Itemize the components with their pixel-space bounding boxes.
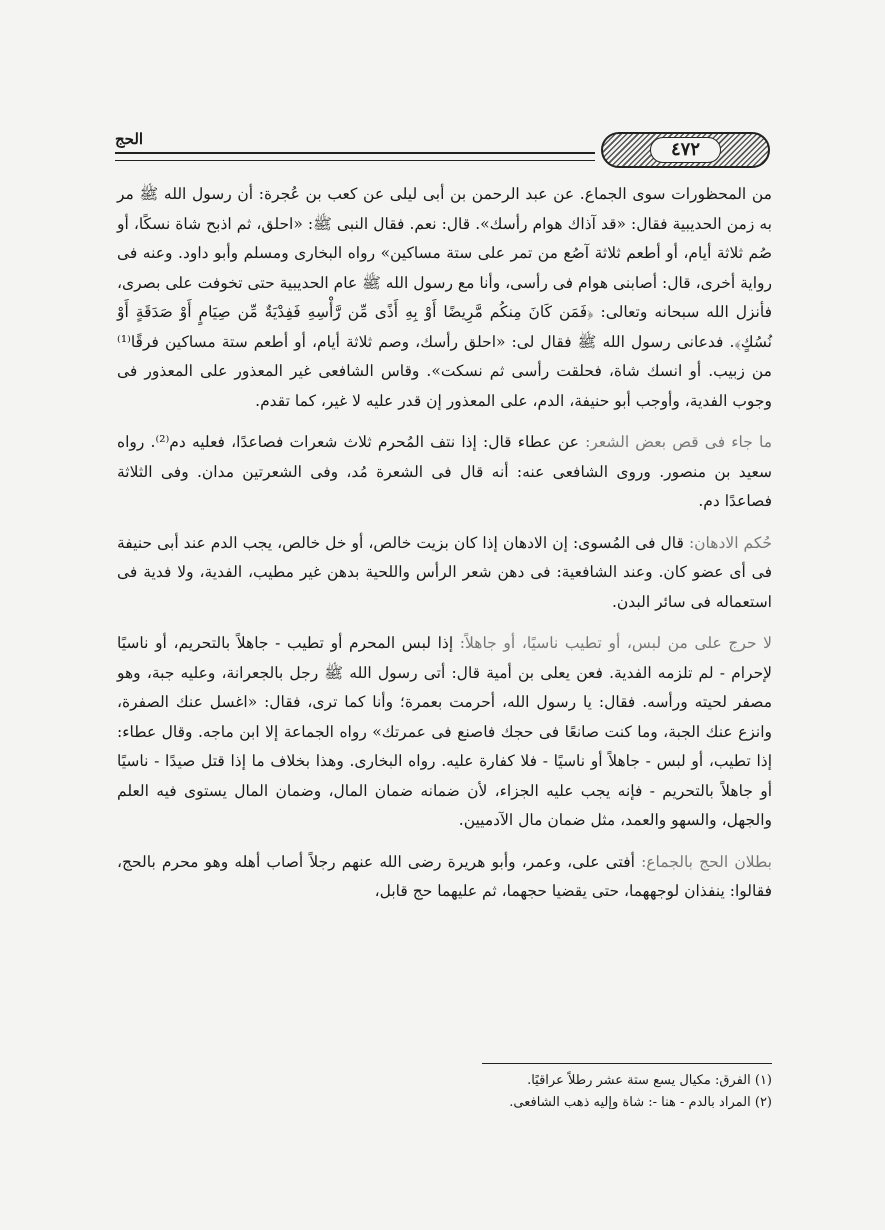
page-number-ornament bbox=[601, 132, 770, 168]
paragraph bbox=[117, 529, 772, 618]
footnote-rule bbox=[482, 1063, 772, 1064]
section-title: بطلان الحج بالجماع: bbox=[641, 852, 772, 871]
section-title: لا حرج على من لبس، أو تطيب ناسيًا، أو جاهلاً: bbox=[459, 634, 773, 652]
body-text bbox=[117, 180, 772, 919]
section-title: ما جاء فى قص بعض الشعر: bbox=[585, 433, 773, 451]
footnote: (١) الفرق: مكيال يسع ستة عشر رطلاً عراقيًا. bbox=[527, 1073, 772, 1088]
running-title: الحج bbox=[115, 130, 144, 148]
footnote: (٢) المراد بالدم - هنا -: شاة وإليه ذهب الشافعى. bbox=[509, 1095, 772, 1110]
header-rule bbox=[115, 152, 595, 161]
paragraph-text: إذا لبس المحرم أو تطيب - جاهلاً بالتحريم، أو ناسيًا لإحرام - لم تلزمه الفدية. فعن يعلى بن أمية قال: أتى رسول الله ﷺ رجل بالجعرانة، وعليه جبة، وهو مصفر لحيته ورأسه. فقال: يا رسول الله، أحرمت بعمرة؛ وأنا كما ترى، فقال: «اغسل عنك الصفرة، وانزع عنك الجبة، وما كنت صانعًا فى حجك فاصنع فى عمرتك» رواه الجماعة إلا ابن ماجه. وقال عطاء: إذا تطيب، أو لبس - جاهلاً أو ناسيًا - فلا كفارة عليه. رواه البخارى. وهذا بخلاف ما إذا قتل صيدًا - ناسيًا أو جاهلاً بالتحريم - فإنه يجب عليه الجزاء، لأن ضمانه ضمان المال، وضمان المال يستوى فيه العلم والجهل، والسهو والعمد، مثل ضمان مال الآدميين. bbox=[117, 634, 772, 829]
paragraph bbox=[117, 848, 772, 907]
footnotes bbox=[117, 1070, 772, 1114]
paragraph-text: قال فى المُسوى: إن الادهان إذا كان بزيت خالص، أو خل خالص، يجب الدم عند أبى حنيفة فى أى عضو كان. وعند الشافعية: فى دهن شعر الرأس واللحية بدهن غير مطيب، الفدية، ولا فدية فى استعماله فى سائر البدن. bbox=[117, 533, 772, 611]
paragraph bbox=[117, 180, 772, 416]
page-number: ٤٧٢ bbox=[650, 137, 721, 163]
paragraph-text: من المحظورات سوى الجماع. عن عبد الرحمن بن أبى ليلى عن كعب بن عُجرة: أن رسول الله ﷺ مر به زمن الحديبية فقال: «قد آذاك هوام رأسك». قال: نعم. فقال النبى ﷺ: «احلق، ثم اذبح شاة نسكًا، أو صُم ثلاثة أيام، أو أطعم ثلاثة آصُع من تمر على ستة مساكين» رواه البخارى ومسلم وأبو داود. وعنه فى رواية أخرى، قال: أصابنى هوام فى رأسى، وأنا مع رسول الله ﷺ عام الحديبية حتى تخوفت على بصرى، فأنزل الله سبحانه وتعالى: ﴿فَمَن كَانَ مِنكُم مَّرِيضًا أَوْ بِهِ أَذًى مِّن رَّأْسِهِ فَفِدْيَةٌ مِّن صِيَامٍ أَوْ صَدَقَةٍ أَوْ نُسُكٍ﴾. فدعانى رسول الله ﷺ فقال لى: «احلق رأسك، وصم ثلاثة أيام، أو أطعم ستة مساكين فرقًا⁽¹⁾ من زبيب. أو انسك شاة، فحلقت رأسى ثم نسكت». وقاس الشافعى غير المعذور على المعذور فى وجوب الفدية، وأوجب أبو حنيفة، الدم، على المعذور إن قدر عليه لا غير، كما تقدم. bbox=[117, 185, 772, 410]
paragraph-text: أفتى على، وعمر، وأبو هريرة رضى الله عنهم رجلاً أصاب أهله وهو محرم بالحج، فقالوا: ينفذان لوجههما، حتى يقضيا حجهما، ثم عليهما حج قابل، bbox=[117, 852, 772, 900]
paragraph bbox=[117, 629, 772, 836]
paragraph bbox=[117, 428, 772, 517]
page-header bbox=[115, 130, 770, 168]
section-title: حُكم الادهان: bbox=[688, 533, 772, 552]
paragraph-text: عن عطاء قال: إذا نتف المُحرم ثلاث شعرات فصاعدًا، فعليه دم⁽²⁾. رواه سعيد بن منصور. وروى الشافعى عنه: أنه قال فى الشعرة مُد، وفى الشعرتين مدان. وفى الثلاثة فصاعدًا دم. bbox=[117, 433, 772, 510]
